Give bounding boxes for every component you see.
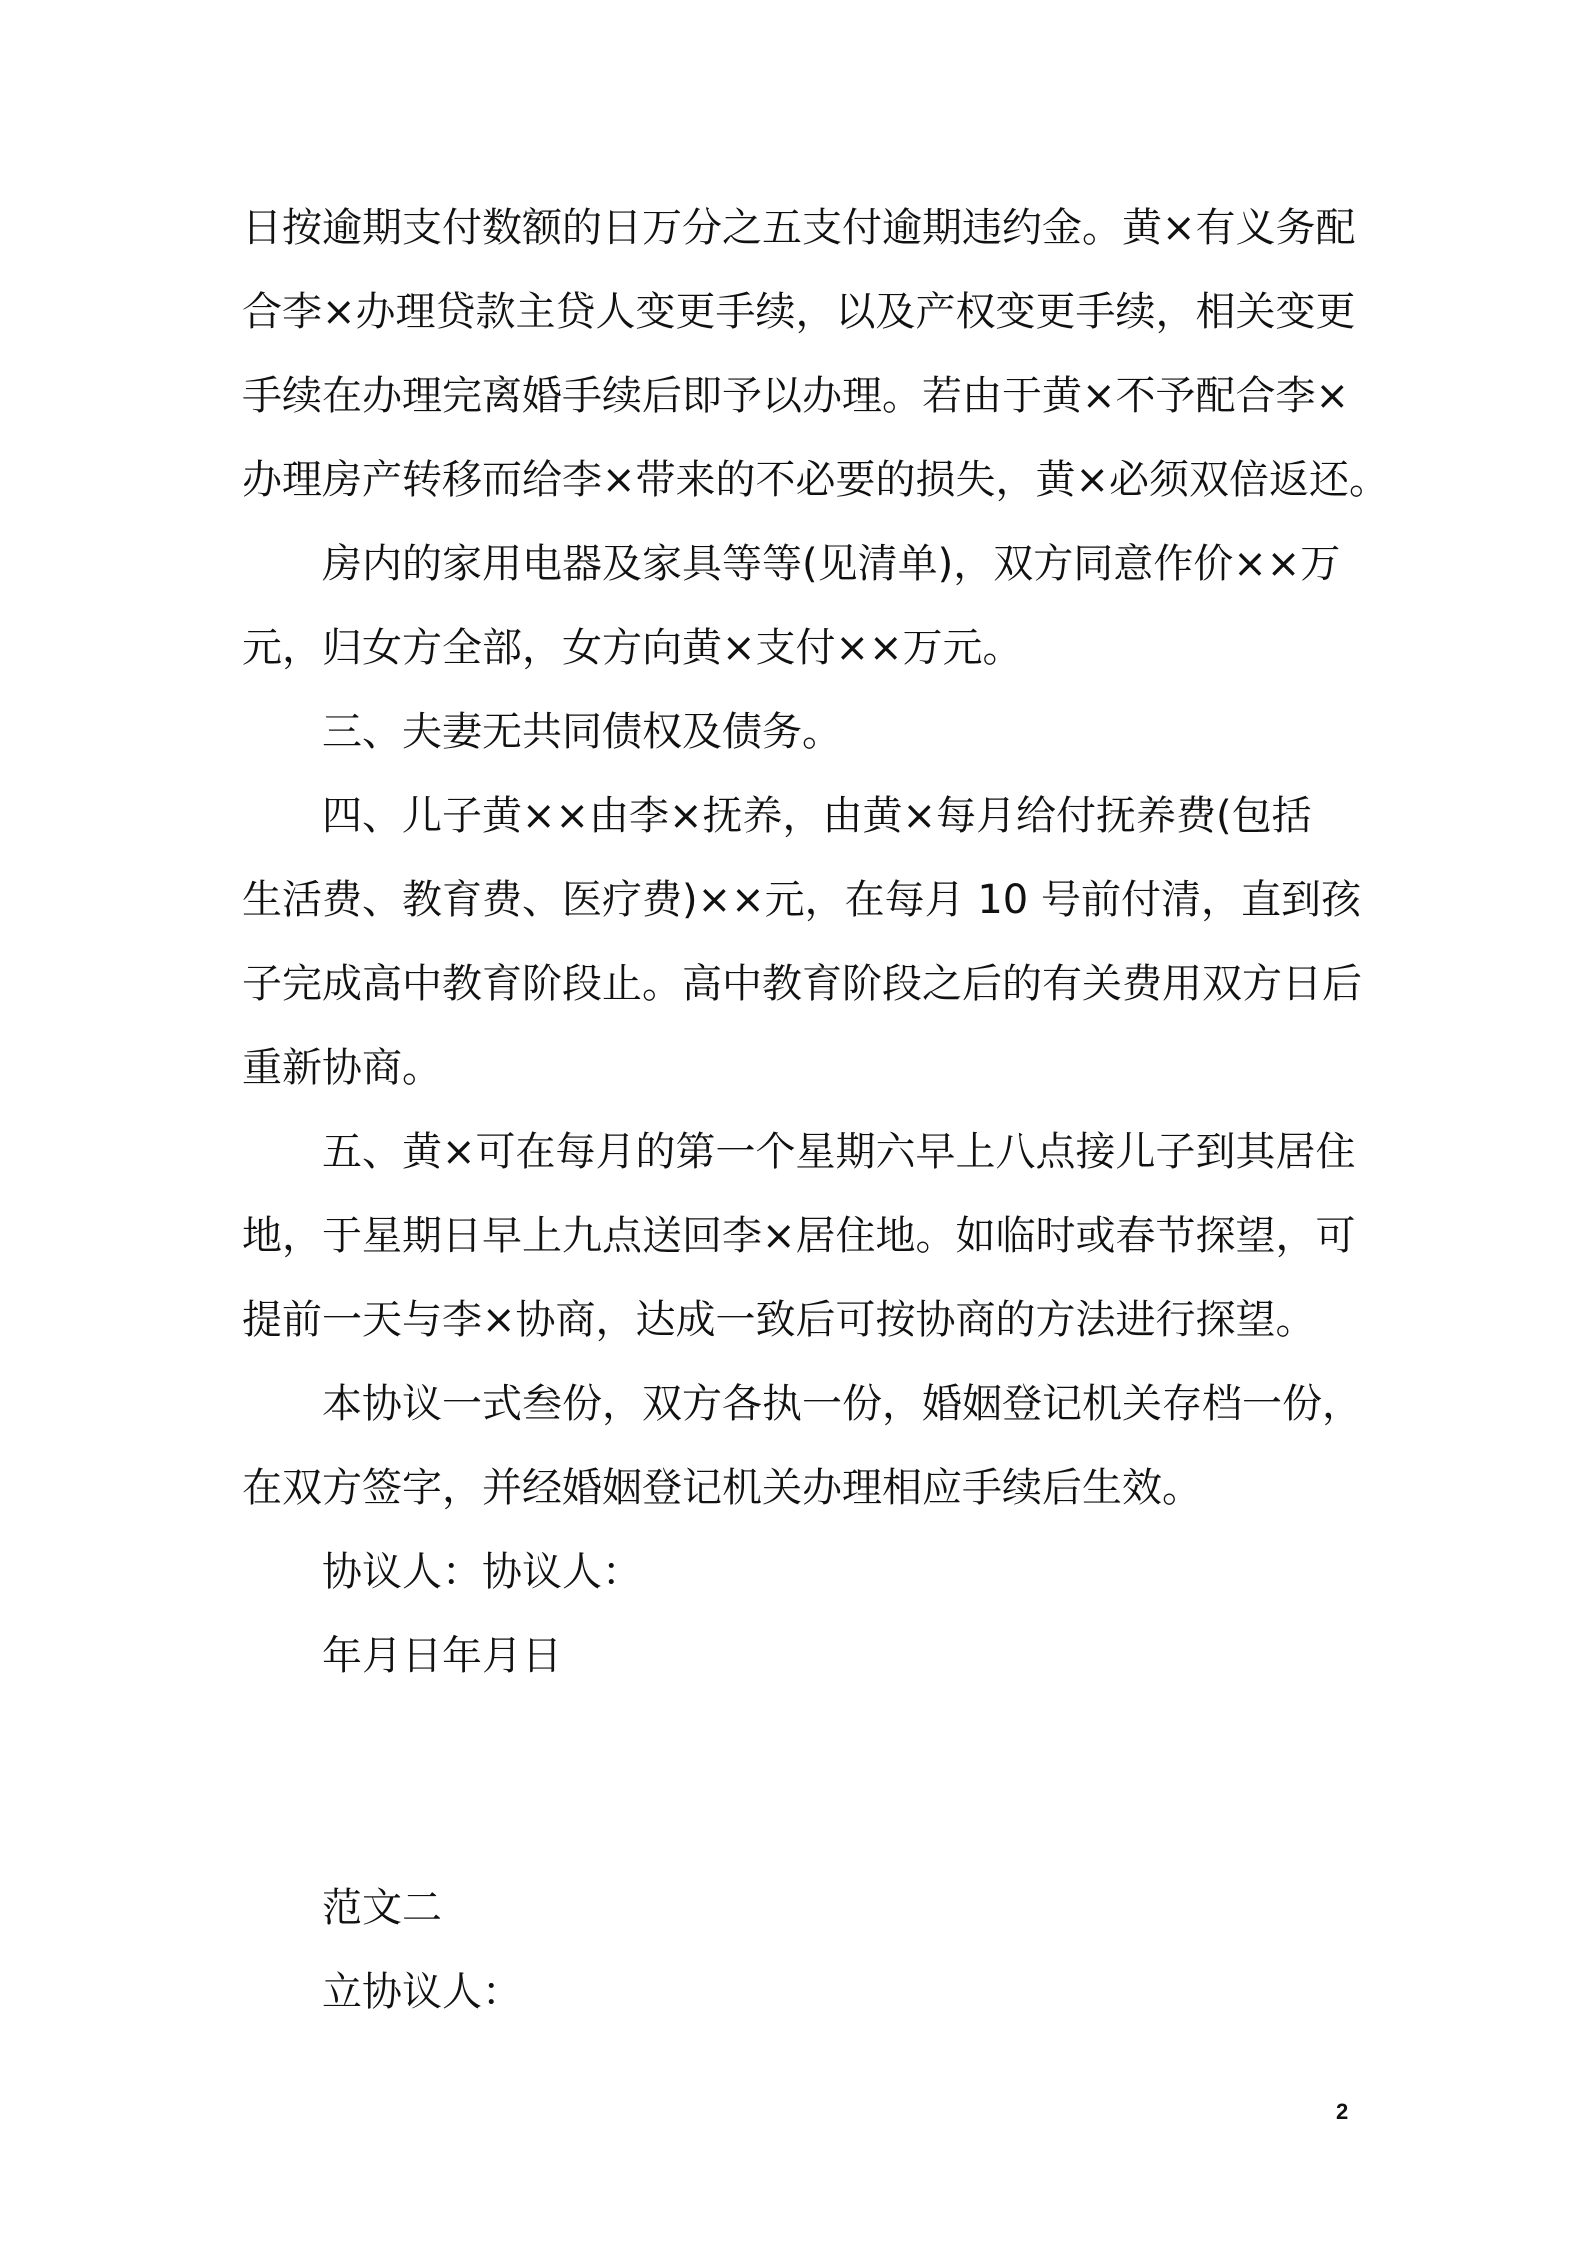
paragraph-clause-five [242,1110,1422,1362]
text-line: 立协议人： [322,1969,522,2015]
text-line: 生活费、教育费、医疗费)××元，在每月 10 号前付清，直到孩 [242,877,1361,923]
text-line: 日按逾期支付数额的日万分之五支付逾期违约金。黄×有义务配 [242,205,1356,251]
text-line: 重新协商。 [242,1045,442,1091]
text-line: 子完成高中教育阶段止。高中教育阶段之后的有关费用双方日后 [242,961,1362,1007]
date-line [242,1614,1422,1698]
page-number: 2 [1336,2099,1349,2124]
sample-two-heading [242,1866,1422,1950]
text-line: 提前一天与李×协商，达成一致后可按协商的方法进行探望。 [242,1297,1316,1343]
text-line: 元，归女方全部，女方向黄×支付××万元。 [242,625,1023,671]
text-line: 五、黄×可在每月的第一个星期六早上八点接儿子到其居住 [322,1129,1356,1175]
text-line: 在双方签字，并经婚姻登记机关办理相应手续后生效。 [242,1465,1202,1511]
paragraph-appliances [242,522,1422,690]
paragraph-copies [242,1362,1422,1530]
text-line: 办理房产转移而给李×带来的不必要的损失，黄×必须双倍返还。 [242,457,1390,503]
text-line: 合李×办理贷款主贷人变更手续，以及产权变更手续，相关变更 [242,289,1356,335]
text-line: 范文二 [322,1885,442,1931]
text-line: 四、儿子黄××由李×抚养，由黄×每月给付抚养费(包括 [322,793,1312,839]
parties-line [242,1950,1422,2034]
paragraph-clause-three [242,690,1422,774]
text-line: 房内的家用电器及家具等等(见清单)，双方同意作价××万 [322,541,1341,587]
document-body [242,186,1422,2034]
text-line: 地，于星期日早上九点送回李×居住地。如临时或春节探望，可 [242,1213,1356,1259]
paragraph-obligations-continued [242,186,1422,522]
signature-line [242,1530,1422,1614]
text-line: 三、夫妻无共同债权及债务。 [322,709,842,755]
text-line: 协议人：协议人： [322,1549,642,1595]
text-line: 手续在办理完离婚手续后即予以办理。若由于黄×不予配合李× [242,373,1350,419]
text-line: 本协议一式叁份，双方各执一份，婚姻登记机关存档一份， [322,1381,1362,1427]
paragraph-clause-four [242,774,1422,1110]
text-line: 年月日年月日 [322,1633,562,1679]
